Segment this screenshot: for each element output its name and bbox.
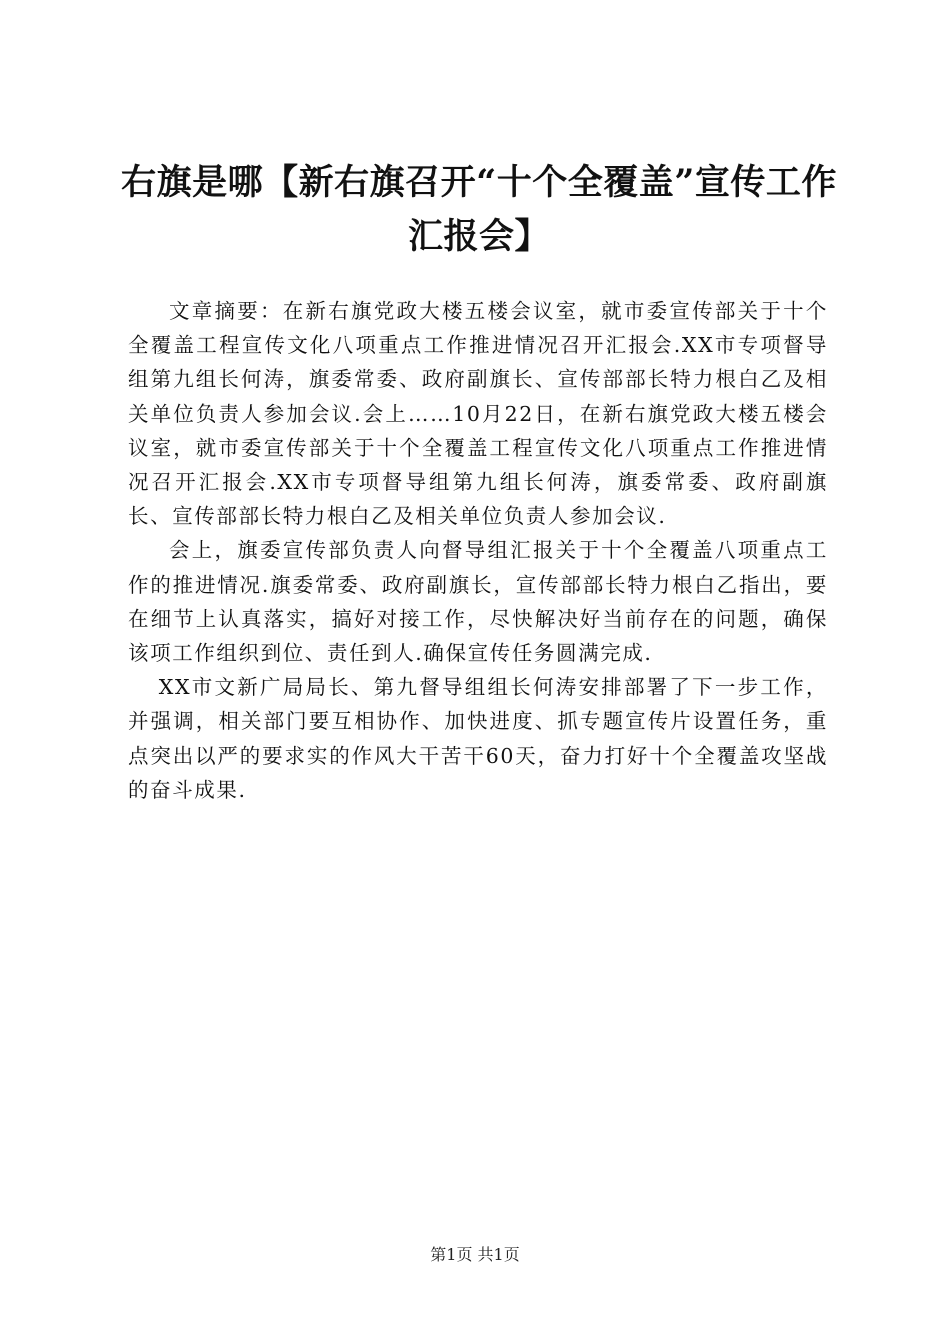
- paragraph-meeting: 会上，旗委宣传部负责人向督导组汇报关于十个全覆盖八项重点工作的推进情况.旗委常委、政府副旗长，宣传部部长特力根白乙指出，要在细节上认真落实，搞好对接工作，尽快解决好当前存在的问题，确保该项工作组织到位、责任到人.确保宣传任务圆满完成.: [128, 538, 828, 666]
- document-title: 右旗是哪【新右旗召开“十个全覆盖”宣传工作汇报会】: [121, 162, 837, 257]
- document-body: [128, 294, 828, 807]
- paragraph-abstract: 文章摘要：在新右旗党政大楼五楼会议室，就市委宣传部关于十个全覆盖工程宣传文化八项重点工作推进情况召开汇报会.XX市专项督导组第九组长何涛，旗委常委、政府副旗长、宣传部部长特力根白乙及相关单位负责人参加会议.会上……10月22日，在新右旗党政大楼五楼会议室，就市委宣传部关于十个全覆盖工程宣传文化八项重点工作推进情况召开汇报会.XX市专项督导组第九组长何涛，旗委常委、政府副旗长、宣传部部长特力根白乙及相关单位负责人参加会议.: [128, 299, 828, 529]
- page-footer: 第1页 共1页: [430, 1245, 520, 1264]
- paragraph-deployment: XX市文新广局局长、第九督导组组长何涛安排部署了下一步工作，并强调，相关部门要互相协作、加快进度、抓专题宣传片设置任务，重点突出以严的要求实的作风大干苦干60天，奋力打好十个全覆盖攻坚战的奋斗成果.: [128, 675, 828, 802]
